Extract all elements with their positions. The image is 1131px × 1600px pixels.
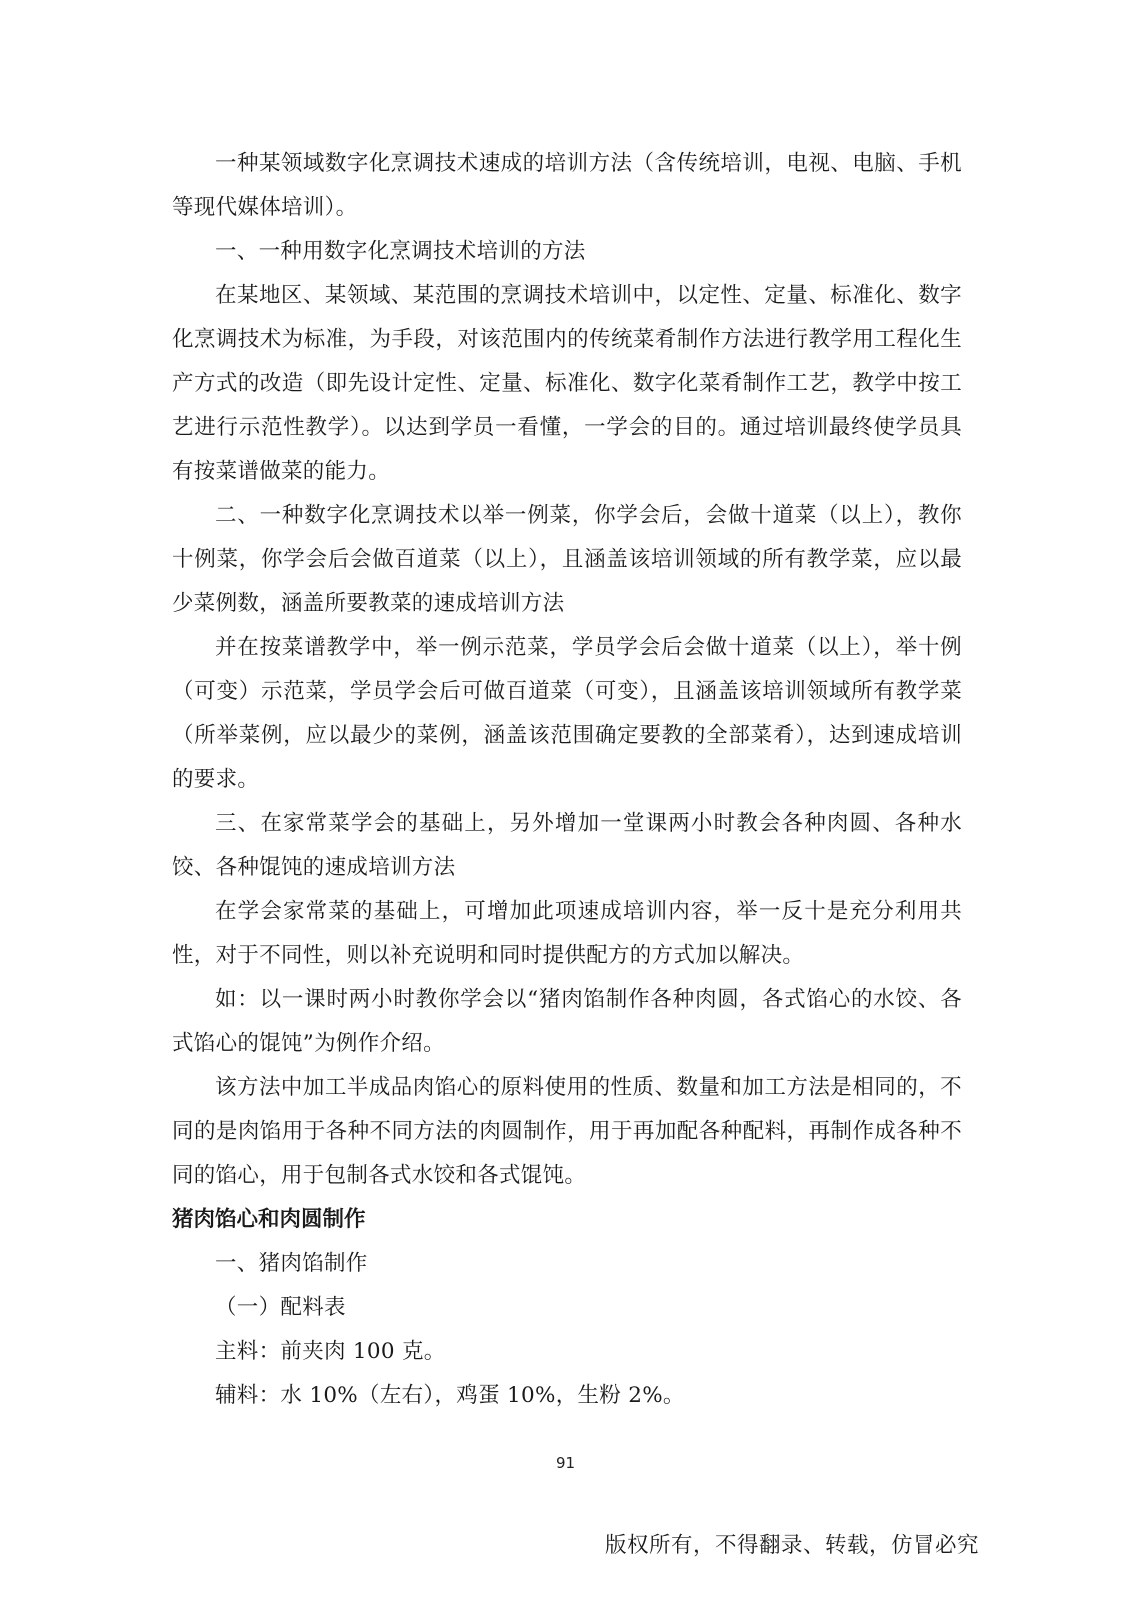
copyright-notice: 版权所有，不得翻录、转载，仿冒必究	[604, 1533, 979, 1558]
section-heading: 猪肉馅心和肉圆制作	[172, 1207, 366, 1232]
heading-method-one: 一、一种用数字化烹调技术培训的方法	[215, 239, 586, 264]
sub-heading-ingredient-table: （一）配料表	[215, 1295, 346, 1320]
page-number: 91	[555, 1454, 576, 1472]
heading-method-two: 二、一种数字化烹调技术以举一例菜，你学会后，会做十道菜（以上），教你十例菜，你学会后会做百道菜（以上），且涵盖该培训领域的所有教学菜，应以最少菜例数，涵盖所要教菜的速成培训方法	[172, 503, 962, 616]
paragraph-method-one: 在某地区、某领域、某范围的烹调技术培训中，以定性、定量、标准化、数字化烹调技术为标准，为手段，对该范围内的传统菜肴制作方法进行教学用工程化生产方式的改造（即先设计定性、定量、标准化、数字化菜肴制作工艺，教学中按工艺进行示范性教学）。以达到学员一看懂，一学会的目的。通过培训最终使学员具有按菜谱做菜的能力。	[172, 283, 962, 484]
auxiliary-ingredient-line: 辅料：水 10%（左右），鸡蛋 10%，生粉 2%。	[215, 1383, 685, 1408]
paragraph-explanation: 该方法中加工半成品肉馅心的原料使用的性质、数量和加工方法是相同的，不同的是肉馅用于各种不同方法的肉圆制作，用于再加配各种配料，再制作成各种不同的馅心，用于包制各式水饺和各式馄饨。	[172, 1075, 962, 1188]
paragraph-example: 如：以一课时两小时教你学会以“猪肉馅制作各种肉圆，各式馅心的水饺、各式馅心的馄饨”为例作介绍。	[172, 987, 962, 1056]
sub-heading-pork-filling: 一、猪肉馅制作	[215, 1251, 368, 1276]
paragraph-method-two: 并在按菜谱教学中，举一例示范菜，学员学会后会做十道菜（以上），举十例（可变）示范菜，学员学会后可做百道菜（可变），且涵盖该培训领域所有教学菜（所举菜例，应以最少的菜例，涵盖该范围确定要教的全部菜肴），达到速成培训的要求。	[172, 635, 962, 792]
paragraph-method-three: 在学会家常菜的基础上，可增加此项速成培训内容，举一反十是充分利用共性，对于不同性，则以补充说明和同时提供配方的方式加以解决。	[172, 899, 962, 968]
intro-paragraph: 一种某领域数字化烹调技术速成的培训方法（含传统培训，电视、电脑、手机等现代媒体培训）。	[172, 151, 962, 220]
heading-method-three: 三、在家常菜学会的基础上，另外增加一堂课两小时教会各种肉圆、各种水饺、各种馄饨的速成培训方法	[172, 811, 962, 880]
document-body	[172, 142, 962, 1418]
main-ingredient-line: 主料：前夹肉 100 克。	[215, 1339, 446, 1364]
